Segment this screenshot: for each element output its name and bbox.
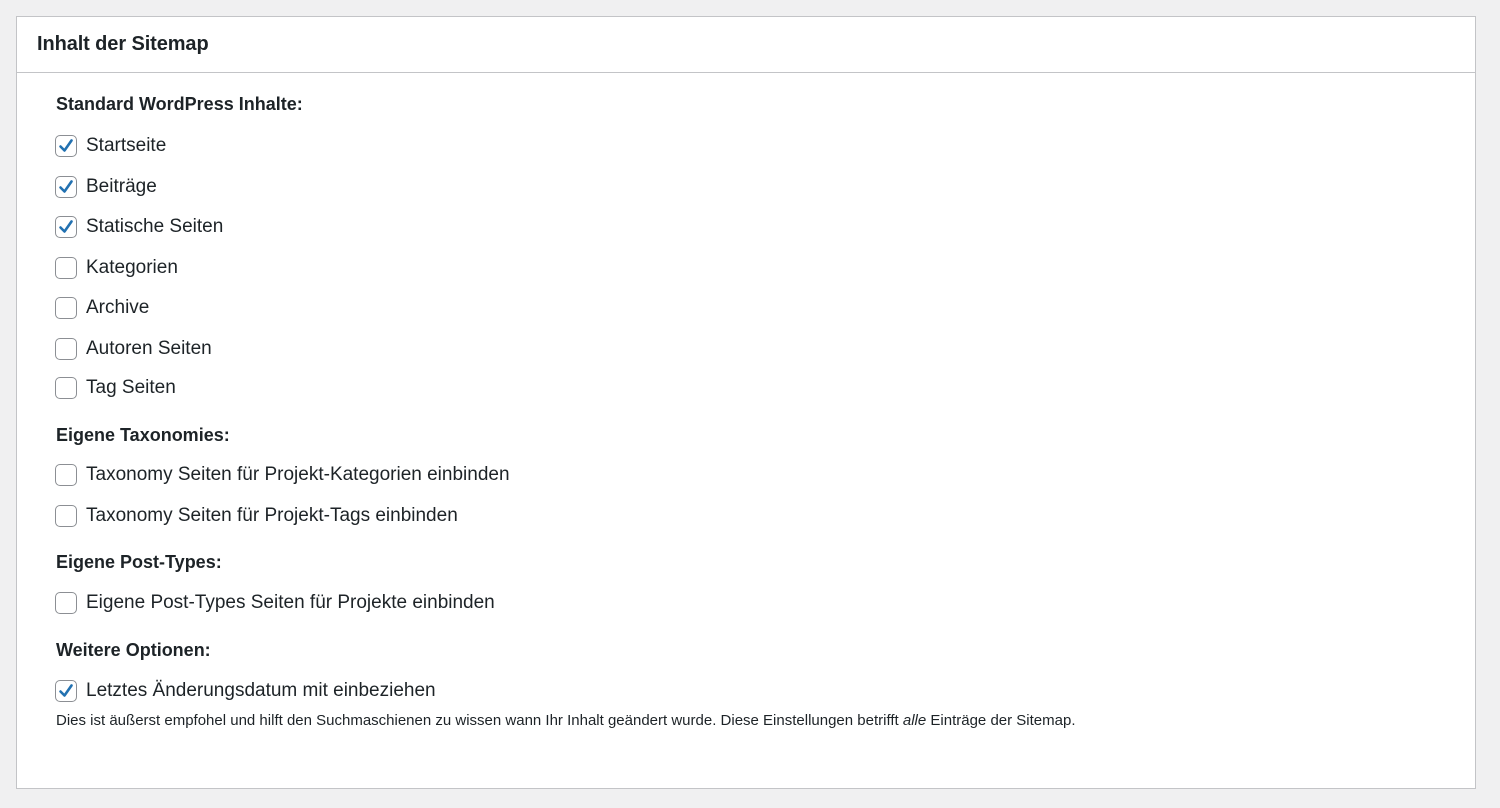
panel-header [17, 17, 1475, 73]
checkbox-statische-seiten[interactable] [55, 216, 77, 238]
option-label: Kategorien [86, 257, 178, 278]
section-heading-post-types: Eigene Post-Types: [56, 552, 222, 572]
section-heading-more-options: Weitere Optionen: [56, 640, 211, 660]
description-text-end: Einträge der Sitemap. [926, 712, 1076, 729]
option-label: Archive [86, 297, 150, 318]
option-label: Tag Seiten [86, 377, 176, 398]
checkbox-post-types-projekte[interactable] [55, 592, 77, 614]
option-tag-seiten[interactable] [55, 375, 176, 401]
option-last-modified[interactable] [55, 678, 436, 704]
option-label: Taxonomy Seiten für Projekt-Kategorien einbinden [86, 464, 510, 485]
checkmark-icon [56, 681, 76, 701]
option-archive[interactable] [55, 295, 149, 321]
option-statische-seiten[interactable] [55, 214, 223, 240]
last-modified-description [56, 712, 1075, 729]
option-beitraege[interactable] [55, 174, 157, 200]
description-emphasis: alle [902, 712, 927, 729]
section-heading-standard: Standard WordPress Inhalte: [56, 94, 303, 114]
option-label: Letztes Änderungsdatum mit einbeziehen [86, 680, 436, 701]
option-post-types-projekte[interactable] [55, 590, 495, 616]
checkbox-beitraege[interactable] [55, 176, 77, 198]
checkmark-icon [56, 217, 76, 237]
option-kategorien[interactable] [55, 255, 178, 281]
section-heading-taxonomies: Eigene Taxonomies: [56, 425, 230, 445]
option-label: Taxonomy Seiten für Projekt-Tags einbinden [86, 505, 458, 526]
option-autoren-seiten[interactable] [55, 336, 212, 362]
option-label: Startseite [86, 135, 167, 156]
option-label: Beiträge [86, 176, 157, 197]
checkmark-icon [56, 177, 76, 197]
checkbox-taxonomy-projekt-tags[interactable] [55, 505, 77, 527]
description-text: Dies ist äußerst empfohel und hilft den Suchmaschienen zu wissen wann Ihr Inhalt geändert wurde. Diese Einstellungen betrifft [56, 712, 903, 729]
checkbox-archive[interactable] [55, 297, 77, 319]
option-label: Eigene Post-Types Seiten für Projekte einbinden [86, 592, 495, 613]
checkbox-startseite[interactable] [55, 135, 77, 157]
option-startseite[interactable] [55, 133, 166, 159]
option-taxonomy-projekt-tags[interactable] [55, 503, 458, 529]
option-taxonomy-projekt-kategorien[interactable] [55, 462, 510, 488]
checkmark-icon [56, 136, 76, 156]
sitemap-content-panel [16, 16, 1476, 789]
panel-title: Inhalt der Sitemap [37, 33, 209, 55]
checkbox-last-modified[interactable] [55, 680, 77, 702]
checkbox-kategorien[interactable] [55, 257, 77, 279]
checkbox-tag-seiten[interactable] [55, 377, 77, 399]
option-label: Autoren Seiten [86, 338, 212, 359]
option-label: Statische Seiten [86, 216, 224, 237]
checkbox-autoren-seiten[interactable] [55, 338, 77, 360]
checkbox-taxonomy-projekt-kategorien[interactable] [55, 464, 77, 486]
